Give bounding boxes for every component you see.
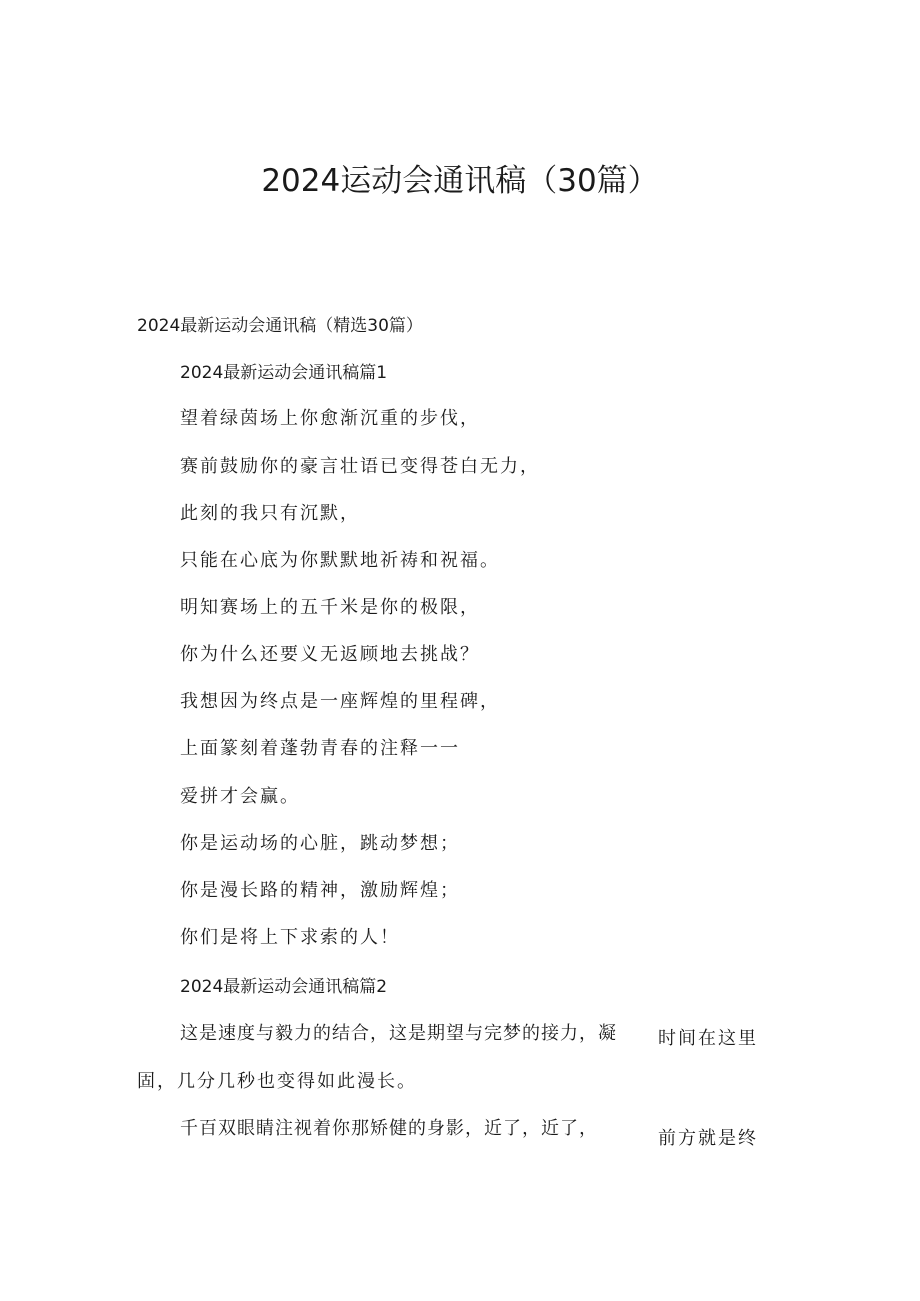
section-1-line: 此刻的我只有沉默，: [180, 503, 360, 524]
section-1-line: 只能在心底为你默默地祈祷和祝福。: [180, 550, 500, 571]
section-2-paragraph-1-line-2: 固，几分几秒也变得如此漫长。: [137, 1071, 417, 1092]
document-subtitle: 2024最新运动会通讯稿（精选30篇）: [137, 316, 423, 336]
section-1-line: 望着绿茵场上你愈渐沉重的步伐，: [180, 408, 480, 429]
section-1-line: 你是运动场的心脏，跳动梦想；: [180, 833, 460, 854]
section-1-line: 你是漫长路的精神，激励辉煌；: [180, 880, 460, 901]
section-2-side-text-2: 前方就是终: [658, 1128, 758, 1149]
section-1-line: 你为什么还要义无返顾地去挑战？: [180, 644, 480, 665]
section-1-line: 明知赛场上的五千米是你的极限，: [180, 597, 480, 618]
section-2-paragraph-2-line-1: 千百双眼睛注视着你那矫健的身影，近了，近了，: [180, 1118, 598, 1139]
section-1-line: 赛前鼓励你的豪言壮语已变得苍白无力，: [180, 456, 540, 477]
section-1-heading: 2024最新运动会通讯稿篇1: [180, 363, 388, 383]
section-1-line: 上面篆刻着蓬勃青春的注释一一: [180, 738, 460, 759]
section-2-side-text-1: 时间在这里: [658, 1028, 758, 1049]
document-title: 2024运动会通讯稿（30篇）: [261, 163, 659, 199]
section-1-line: 我想因为终点是一座辉煌的里程碑，: [180, 691, 500, 712]
section-1-line: 你们是将上下求索的人！: [180, 927, 400, 948]
section-2-heading: 2024最新运动会通讯稿篇2: [180, 977, 388, 997]
section-2-paragraph-1-line-1: 这是速度与毅力的结合，这是期望与完梦的接力，凝: [180, 1023, 617, 1044]
section-1-line: 爱拼才会赢。: [180, 786, 300, 807]
